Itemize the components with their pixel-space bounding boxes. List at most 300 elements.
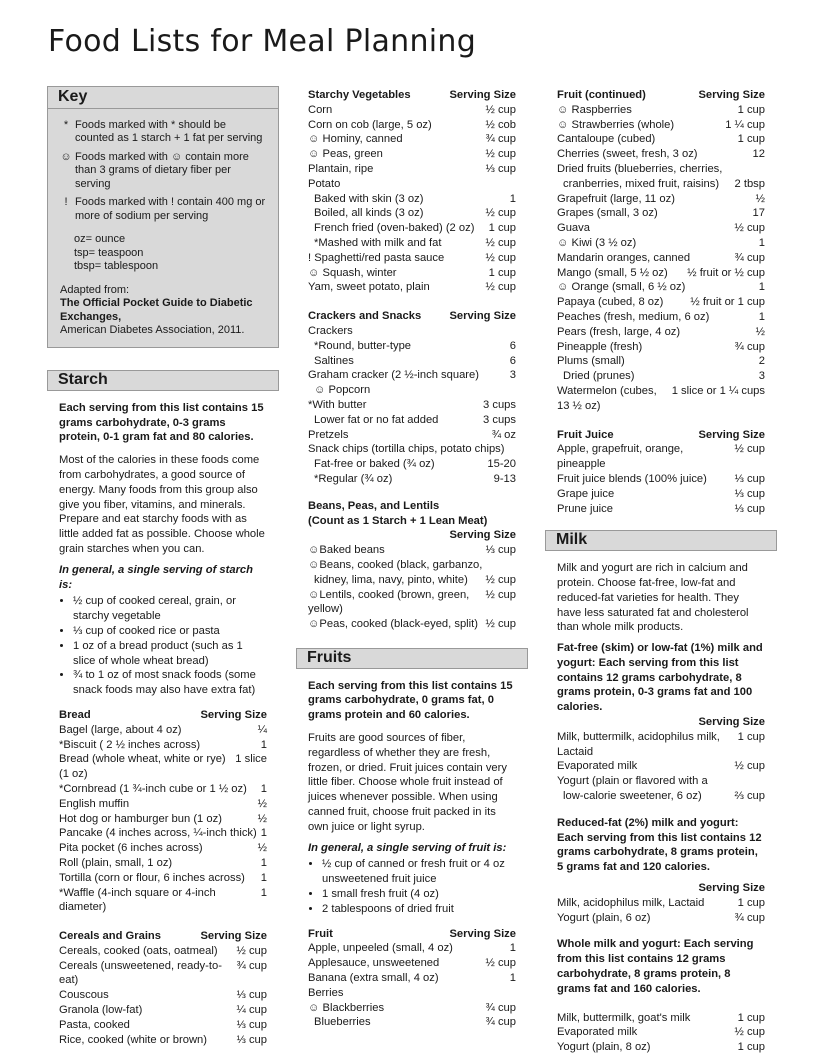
item-name: Pineapple (fresh): [557, 340, 643, 353]
item-name: ☺ Kiwi (3 ½ oz): [557, 236, 637, 249]
item-serving: 6: [509, 339, 516, 352]
item-name: Milk, acidophilus milk, Lactaid: [557, 896, 705, 909]
item-serving: ⅓ cup: [734, 502, 765, 515]
table-row: [308, 162, 516, 177]
item-serving: 1: [260, 782, 267, 795]
table-row: [59, 826, 267, 841]
item-name: ☺ Popcorn: [314, 384, 371, 397]
table-row: [308, 368, 516, 383]
item-serving: ½ fruit or ½ cup: [687, 266, 765, 279]
list-item: • 1 oz of a bread product (such as 1 slice of whole wheat bread): [73, 639, 267, 669]
item-serving: ½ cup: [485, 207, 516, 220]
item-name: Yogurt (plain, 6 oz): [557, 911, 651, 924]
item-serving: ¾ cup: [734, 251, 765, 264]
section-header-milk: Milk: [545, 530, 777, 551]
beans-table: [308, 543, 516, 632]
table-row: [557, 266, 765, 281]
table-row: [59, 723, 267, 738]
units-legend: [74, 233, 266, 274]
item-serving: 3 cups: [483, 413, 516, 426]
bread-heading: Bread: [59, 708, 91, 721]
section-header-starch: Starch: [47, 370, 279, 391]
table-row: [557, 147, 765, 162]
table-row: [557, 384, 765, 414]
table-row: [308, 251, 516, 266]
table-row: [557, 502, 765, 517]
item-serving: 1 cup: [488, 266, 516, 279]
table-row: [557, 472, 765, 487]
item-name: Cantaloupe (cubed): [557, 133, 656, 146]
table-row: [557, 132, 765, 147]
starch-bullets: [59, 594, 267, 698]
table-row: [308, 354, 516, 369]
item-serving: ½ cob: [485, 118, 516, 131]
item-name: Couscous: [59, 989, 109, 1002]
item-name: ☺Baked beans: [308, 544, 385, 557]
table-row: [557, 177, 765, 192]
table-row: [308, 192, 516, 207]
item-name: Grape juice: [557, 487, 615, 500]
table-row: [557, 221, 765, 236]
table-row: [557, 354, 765, 369]
beans-subheading: (Count as 1 Starch + 1 Lean Meat): [308, 514, 488, 527]
item-serving: 9-13: [493, 472, 516, 485]
table-row: [308, 103, 516, 118]
item-name: Dried fruits (blueberries, cherries,: [557, 162, 723, 175]
list-item: • ½ cup of cooked cereal, grain, or starchy vegetable: [73, 594, 267, 624]
item-name: ☺ Raspberries: [557, 103, 632, 116]
table-row: [308, 971, 516, 986]
starchy-veg-header: [308, 88, 516, 103]
table-row: [557, 295, 765, 310]
table-row: [308, 266, 516, 281]
item-name: *Waffle (4-inch square or 4-inch diameter): [59, 886, 216, 914]
table-row: [59, 959, 267, 989]
list-item: • ¾ to 1 oz of most snack foods (some snack foods may also have extra fat): [73, 668, 267, 698]
table-row: [557, 774, 765, 789]
item-name: Bagel (large, about 4 oz): [59, 723, 182, 736]
item-serving: 1 slice: [235, 753, 267, 766]
item-serving: ⅔ cup: [734, 790, 765, 803]
item-serving: 1: [509, 942, 516, 955]
asterisk-icon: *: [63, 118, 69, 131]
table-row: [557, 789, 765, 804]
key-box: [47, 86, 279, 348]
fruits-intro: Each serving from this list contains 15 grams carbohydrate, 0 grams fat, 0 grams protein and 60 calories.: [308, 679, 513, 722]
table-row: [308, 339, 516, 354]
key-item-text: Foods marked with ☺ contain more than 3 grams of dietary fiber per serving: [75, 150, 249, 190]
table-row: [557, 1040, 765, 1055]
item-serving: 1 cup: [737, 896, 765, 909]
table-row: [308, 617, 516, 632]
item-serving: ½ cup: [485, 281, 516, 294]
table-row: [557, 103, 765, 118]
starch-description: Most of the calories in these foods come from carbohydrates, a good source of energy. Many foods from this group also give you fiber, vitamins, and minerals. Prepare and eat starchy foods with as little added fat as possible. Choose whole grain starches when you can.: [59, 454, 265, 555]
item-serving: 17: [752, 207, 765, 220]
item-name: Bread (whole wheat, white or rye) (1 oz): [59, 753, 226, 781]
column-middle: [296, 86, 528, 1030]
list-item: • ½ cup of canned or fresh fruit or 4 oz unsweetened fruit juice: [322, 857, 516, 887]
item-name: *Mashed with milk and fat: [314, 236, 442, 249]
item-serving: ½ cup: [485, 957, 516, 970]
item-name: Milk, buttermilk, goat's milk: [557, 1011, 691, 1024]
milk-group1-table: [557, 730, 765, 804]
column-right: [545, 86, 777, 1055]
item-serving: ½: [257, 812, 267, 825]
table-row: [59, 782, 267, 797]
item-name: *Round, butter-type: [314, 339, 412, 352]
table-row: [59, 1003, 267, 1018]
table-row: [557, 251, 765, 266]
starchy-veg-heading: Starchy Vegetables: [308, 89, 411, 101]
table-row: [308, 472, 516, 487]
item-serving: 3: [758, 370, 765, 383]
column-left: [47, 86, 279, 1047]
item-name: Fruit juice blends (100% juice): [557, 472, 707, 485]
source-citation: [60, 284, 266, 338]
table-row: [59, 1018, 267, 1033]
table-row: [308, 543, 516, 558]
item-name: Papaya (cubed, 8 oz): [557, 296, 664, 309]
milk-group3-intro: Whole milk and yogurt: Each serving from this list contains 12 grams carbohydrate, 8 grams protein, 8 grams fat and 160 calories.: [557, 938, 754, 995]
unit-oz: oz= ounce: [74, 233, 126, 246]
table-row: [308, 413, 516, 428]
item-serving: ½ cup: [485, 103, 516, 116]
table-row: [308, 221, 516, 236]
item-name: Corn: [308, 103, 333, 116]
bread-header: [59, 708, 267, 723]
item-serving: 1: [260, 738, 267, 751]
item-name: Granola (low-fat): [59, 1004, 143, 1017]
smiley-icon: ☺: [60, 150, 72, 163]
item-serving: ¾ cup: [485, 1016, 516, 1029]
item-name: Pears (fresh, large, 4 oz): [557, 325, 681, 338]
item-name: Apple, unpeeled (small, 4 oz): [308, 942, 453, 955]
item-name: Berries: [308, 986, 344, 999]
table-row: [308, 558, 516, 573]
item-serving: 1 cup: [737, 1011, 765, 1024]
item-serving: ½ cup: [734, 1026, 765, 1039]
beans-heading: Beans, Peas, and Lentils: [308, 499, 440, 512]
item-serving: ½ cup: [485, 148, 516, 161]
item-name: *Cornbread (1 ¾-inch cube or 1 ½ oz): [59, 782, 247, 795]
table-row: [59, 886, 267, 916]
item-name: Watermelon (cubes, 13 ½ oz): [557, 384, 657, 412]
item-name: ☺Lentils, cooked (brown, green, yellow): [308, 588, 470, 616]
item-serving: 1 cup: [737, 133, 765, 146]
table-row: [308, 1001, 516, 1016]
starch-intro: Each serving from this list contains 15 grams carbohydrate, 0-3 grams protein, 0-1 gram fat and 80 calories.: [59, 401, 264, 444]
item-serving: 1: [758, 281, 765, 294]
table-row: [557, 340, 765, 355]
table-row: [59, 871, 267, 886]
item-name: Mango (small, 5 ½ oz): [557, 266, 668, 279]
item-serving: ½ cup: [236, 944, 267, 957]
item-serving: ½: [257, 842, 267, 855]
list-item: • ⅓ cup of cooked rice or pasta: [73, 624, 267, 639]
fruit-cont-table: [557, 103, 765, 414]
item-serving: 1: [260, 856, 267, 869]
table-row: [59, 841, 267, 856]
table-row: [308, 280, 516, 295]
source-title: The Official Pocket Guide to Diabetic Exchanges,: [60, 297, 253, 323]
table-row: [557, 730, 765, 760]
exclamation-icon: !: [64, 196, 68, 209]
item-serving: ½: [755, 192, 765, 205]
list-item: • 2 tablespoons of dried fruit: [322, 902, 516, 917]
table-row: [59, 812, 267, 827]
item-name: Evaporated milk: [557, 1026, 638, 1039]
milk-group2-intro: Reduced-fat (2%) milk and yogurt: Each serving from this list contains 12 grams carbohydrate, 8 grams protein, 5 grams fat and 120 calories.: [557, 816, 762, 874]
item-name: kidney, lima, navy, pinto, white): [314, 573, 468, 586]
item-serving: ⅓ cup: [236, 1018, 267, 1031]
crackers-header: [308, 309, 516, 324]
item-serving: ½ cup: [485, 588, 516, 601]
item-serving: 3 cups: [483, 398, 516, 411]
serving-size-label: Serving Size: [698, 428, 765, 441]
item-name: Rice, cooked (white or brown): [59, 1033, 207, 1046]
serving-size-label: Serving Size: [200, 930, 267, 943]
item-name: Corn on cob (large, 5 oz): [308, 118, 432, 131]
item-name: Tortilla (corn or flour, 6 inches across): [59, 871, 245, 884]
item-serving: ¼: [257, 723, 267, 736]
item-serving: ¾ cup: [236, 959, 267, 972]
item-serving: ½ fruit or 1 cup: [690, 296, 765, 309]
item-serving: 1: [758, 236, 765, 249]
table-row: [308, 986, 516, 1001]
item-name: Yam, sweet potato, plain: [308, 281, 430, 294]
item-serving: ⅓ cup: [485, 544, 516, 557]
item-name: Pancake (4 inches across, ¼-inch thick): [59, 827, 257, 840]
item-name: Pretzels: [308, 428, 349, 441]
table-row: [308, 398, 516, 413]
item-serving: 1: [509, 192, 516, 205]
item-name: cranberries, mixed fruit, raisins): [563, 177, 720, 190]
serving-size-label: Serving Size: [449, 310, 516, 323]
item-serving: ½: [257, 797, 267, 810]
key-item: [60, 119, 266, 146]
table-row: [59, 944, 267, 959]
item-serving: ¾ oz: [491, 428, 516, 441]
table-row: [557, 192, 765, 207]
item-name: Peaches (fresh, medium, 6 oz): [557, 310, 710, 323]
item-serving: 6: [509, 354, 516, 367]
cereals-header: [59, 929, 267, 944]
item-serving: 1 ¼ cup: [725, 118, 765, 131]
table-row: [308, 1015, 516, 1030]
table-row: [308, 118, 516, 133]
item-serving: 1: [260, 871, 267, 884]
table-row: [557, 118, 765, 133]
item-name: ☺ Hominy, canned: [308, 133, 403, 146]
item-name: Yogurt (plain or flavored with a: [557, 775, 708, 788]
table-row: [557, 280, 765, 295]
item-name: Evaporated milk: [557, 760, 638, 773]
item-serving: 1 cup: [488, 222, 516, 235]
item-serving: ⅓ cup: [236, 1033, 267, 1046]
item-name: Crackers: [308, 324, 353, 337]
table-row: [308, 383, 516, 398]
key-item: [60, 151, 266, 192]
item-name: *With butter: [308, 398, 367, 411]
fruit-cont-heading: Fruit (continued): [557, 89, 646, 101]
item-serving: ½: [755, 325, 765, 338]
item-serving: 1: [260, 886, 267, 899]
juice-heading: Fruit Juice: [557, 428, 614, 441]
table-row: [308, 236, 516, 251]
item-name: Grapefruit (large, 11 oz): [557, 192, 675, 205]
crackers-heading: Crackers and Snacks: [308, 310, 422, 323]
fruit-header: [308, 927, 516, 942]
key-title: Key: [48, 87, 278, 109]
item-name: Applesauce, unsweetened: [308, 957, 440, 970]
serving-size-label: Serving Size: [449, 927, 516, 940]
fruit-cont-header: [557, 88, 765, 103]
fruit-table: [308, 941, 516, 1030]
table-row: [59, 856, 267, 871]
serving-size-label: Serving Size: [449, 89, 516, 101]
item-name: ☺ Orange (small, 6 ½ oz): [557, 281, 686, 294]
item-name: Blueberries: [314, 1016, 371, 1029]
item-name: Dried (prunes): [563, 370, 635, 383]
table-row: [557, 896, 765, 911]
item-serving: ½ cup: [485, 618, 516, 631]
table-row: [557, 236, 765, 251]
starch-general-heading: In general, a single serving of starch is:: [59, 563, 253, 591]
item-serving: 15-20: [487, 458, 516, 471]
table-row: [59, 988, 267, 1003]
item-name: Pita pocket (6 inches across): [59, 842, 203, 855]
item-name: Lower fat or no fat added: [314, 413, 439, 426]
starchy-veg-table: [308, 103, 516, 295]
item-serving: ½ cup: [734, 222, 765, 235]
item-serving: 1 cup: [737, 1041, 765, 1054]
item-serving: ½ cup: [485, 251, 516, 264]
item-name: ☺ Squash, winter: [308, 266, 397, 279]
item-name: Cereals, cooked (oats, oatmeal): [59, 944, 218, 957]
item-serving: 1 cup: [737, 730, 765, 743]
unit-tbsp: tbsp= tablespoon: [74, 260, 159, 273]
item-name: ☺ Blackberries: [308, 1001, 385, 1014]
source-org: American Diabetes Association, 2011.: [60, 324, 245, 337]
table-row: [308, 573, 516, 588]
table-row: [308, 428, 516, 443]
fruits-description: Fruits are good sources of fiber, regardless of whether they are fresh, frozen, or dried. Fruit juices contain very little fiber. Choose whole fruit instead of juices whenever possible. When using canned fruit, choose fruit packed in its own juice or light syrup.: [308, 732, 507, 833]
item-name: Banana (extra small, 4 oz): [308, 972, 439, 985]
table-row: [308, 147, 516, 162]
item-name: English muffin: [59, 797, 130, 810]
item-name: Baked with skin (3 oz): [314, 192, 424, 205]
milk-group2-table: [557, 896, 765, 926]
item-name: French fried (oven-baked) (2 oz): [314, 222, 475, 235]
item-name: ☺Beans, cooked (black, garbanzo,: [308, 558, 483, 571]
table-row: [557, 310, 765, 325]
item-serving: 1 cup: [737, 103, 765, 116]
key-item-text: Foods marked with ! contain 400 mg or more of sodium per serving: [75, 196, 266, 222]
serving-size-label: Serving Size: [698, 89, 765, 101]
item-serving: ⅓ cup: [734, 472, 765, 485]
item-name: Hot dog or hamburger bun (1 oz): [59, 812, 222, 825]
table-row: [557, 442, 765, 472]
crackers-table: [308, 324, 516, 487]
table-row: [308, 324, 516, 339]
item-name: Cereals (unsweetened, ready-to-eat): [59, 959, 222, 987]
item-serving: ⅓ cup: [734, 487, 765, 500]
item-serving: 3: [509, 369, 516, 382]
cereals-table: [59, 944, 267, 1048]
item-name: Pasta, cooked: [59, 1018, 130, 1031]
table-row: [308, 132, 516, 147]
item-name: Plantain, ripe: [308, 162, 374, 175]
unit-tsp: tsp= teaspoon: [74, 246, 144, 259]
item-serving: ⅓ cup: [236, 989, 267, 1002]
item-name: Boiled, all kinds (3 oz): [314, 207, 424, 220]
item-serving: 1: [260, 827, 267, 840]
bread-table: [59, 723, 267, 915]
item-serving: 12: [752, 148, 765, 161]
item-name: ☺ Peas, green: [308, 148, 383, 161]
table-row: [59, 797, 267, 812]
table-row: [59, 752, 267, 782]
item-name: ☺Peas, cooked (black-eyed, split): [308, 618, 478, 631]
table-row: [59, 1033, 267, 1048]
cereals-heading: Cereals and Grains: [59, 930, 161, 943]
item-name: Grapes (small, 3 oz): [557, 207, 658, 220]
item-serving: 2 tbsp: [734, 177, 765, 190]
key-item-text: Foods marked with * should be counted as 1 starch + 1 fat per serving: [75, 118, 263, 145]
item-name: Cherries (sweet, fresh, 3 oz): [557, 148, 698, 161]
fruits-general-heading: In general, a single serving of fruit is:: [308, 841, 507, 854]
item-name: Mandarin oranges, canned: [557, 251, 691, 264]
item-name: ☺ Strawberries (whole): [557, 118, 675, 131]
item-serving: ¾ cup: [485, 133, 516, 146]
page-title: Food Lists for Meal Planning: [48, 24, 477, 59]
table-row: [308, 588, 516, 618]
table-row: [308, 457, 516, 472]
serving-size-label: Serving Size: [449, 529, 516, 542]
milk-description: Milk and yogurt are rich in calcium and protein. Choose fat-free, low-fat and reduced-fat varieties for health. They have less saturated fat and cholesterol than whole milk products.: [557, 562, 749, 634]
table-row: [557, 1025, 765, 1040]
table-row: [557, 325, 765, 340]
item-serving: ½ cup: [734, 760, 765, 773]
item-serving: ¾ cup: [485, 1001, 516, 1014]
milk-group1-intro: Fat-free (skim) or low-fat (1%) milk and yogurt: Each serving from this list contains 12 grams carbohydrate, 8 grams protein, 0-3 grams fat and 100 calories.: [557, 642, 763, 714]
item-name: Potato: [308, 177, 341, 190]
table-row: [557, 1011, 765, 1026]
list-item: • 1 small fresh fruit (4 oz): [322, 887, 516, 902]
table-row: [557, 911, 765, 926]
table-row: [557, 206, 765, 221]
item-name: *Regular (¾ oz): [314, 472, 393, 485]
item-serving: ½ cup: [734, 443, 765, 456]
item-serving: ¼ cup: [236, 1004, 267, 1017]
milk-group3-table: [557, 1011, 765, 1055]
item-serving: 1 slice or 1 ¼ cups: [671, 384, 765, 397]
serving-size-label: Serving Size: [698, 716, 765, 729]
table-row: [308, 442, 516, 457]
item-serving: ¾ cup: [734, 340, 765, 353]
serving-size-label: Serving Size: [698, 882, 765, 895]
item-name: Yogurt (plain, 8 oz): [557, 1041, 651, 1054]
item-name: Guava: [557, 222, 590, 235]
item-name: Prune juice: [557, 502, 613, 515]
table-row: [557, 162, 765, 177]
table-row: [308, 177, 516, 192]
item-serving: 2: [758, 355, 765, 368]
item-name: Plums (small): [557, 355, 625, 368]
serving-size-label: Serving Size: [200, 708, 267, 721]
item-name: Apple, grapefruit, orange, pineapple: [557, 443, 684, 471]
